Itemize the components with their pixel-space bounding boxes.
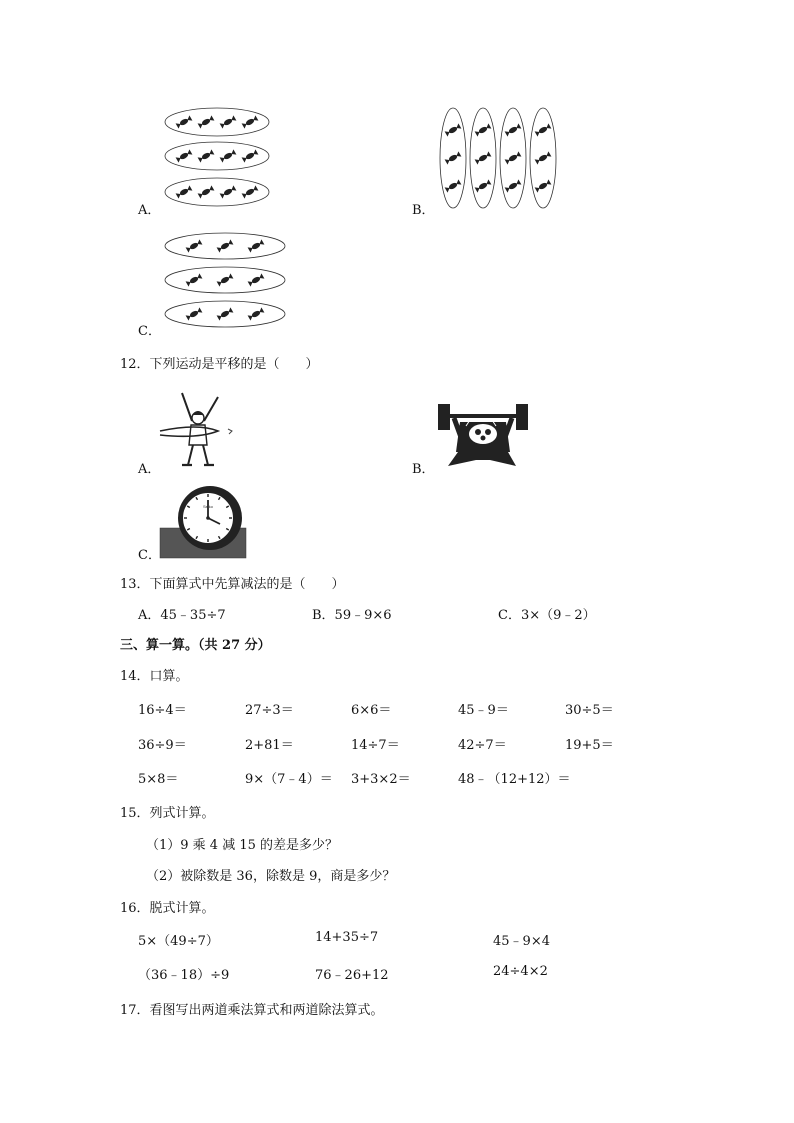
section-3-heading: 三、算一算。（共 27 分） (120, 638, 271, 653)
candy-icon (198, 115, 215, 128)
candy-icon (445, 123, 462, 136)
mental-calc-item: 9×（7﹣4）＝ (245, 772, 333, 787)
candy-grouping-b-figure (436, 106, 560, 214)
mental-calc-item: 14÷7＝ (351, 738, 400, 753)
mental-calc-item: 45﹣9＝ (458, 703, 509, 718)
candy-icon (220, 185, 237, 198)
candy-icon (505, 179, 522, 192)
candy-icon (220, 149, 237, 162)
option-a-label: A． (138, 462, 161, 477)
candy-icon (220, 115, 237, 128)
mental-calc-item: 42÷7＝ (458, 738, 507, 753)
weightlifter-illustration (436, 400, 530, 470)
candy-icons (176, 115, 259, 198)
candy-icons (186, 239, 265, 320)
candy-icon (186, 273, 203, 286)
stepwise-calc-item: 76﹣26+12 (315, 968, 389, 983)
candy-icon (505, 123, 522, 136)
candy-icon (217, 273, 234, 286)
candy-icon (176, 115, 193, 128)
q16-prompt: 16．脱式计算。 (120, 901, 215, 916)
stepwise-calc-item: 5×（49÷7） (138, 934, 219, 949)
candy-icon (198, 185, 215, 198)
mental-calc-item: 16÷4＝ (138, 703, 187, 718)
mental-calc-item: 30÷5＝ (565, 703, 614, 718)
candy-icon (535, 123, 552, 136)
mental-calc-item: 3+3×2＝ (351, 772, 411, 787)
stepwise-calc-item: 24÷4×2 (493, 964, 548, 979)
candy-icons (445, 123, 552, 192)
mental-calc-item: 27÷3＝ (245, 703, 294, 718)
option-c-label: C． (138, 548, 161, 563)
candy-icon (248, 239, 265, 252)
option-b-label: B． (412, 462, 435, 477)
q15-prompt: 15．列式计算。 (120, 806, 215, 821)
clock-brand-label: Seiko (202, 504, 214, 509)
q15-item-1: （1）9 乘 4 减 15 的差是多少？ (146, 838, 339, 853)
hula-hoop-girl-illustration (158, 385, 240, 470)
mental-calc-item: 2+81＝ (245, 738, 294, 753)
mental-calc-item: 6×6＝ (351, 703, 392, 718)
stepwise-calc-item: 45﹣9×4 (493, 934, 550, 949)
candy-icon (475, 151, 492, 164)
option-b-label: B． (412, 203, 435, 218)
candy-icon (535, 151, 552, 164)
q15-item-2: （2）被除数是 36，除数是 9，商是多少？ (146, 869, 396, 884)
stepwise-calc-item: （36﹣18）÷9 (138, 968, 230, 983)
mental-calc-item: 48﹣（12+12）＝ (458, 772, 571, 787)
q17-prompt: 17．看图写出两道乘法算式和两道除法算式。 (120, 1003, 384, 1018)
candy-icon (248, 307, 265, 320)
q13-option-b: B．59﹣9×6 (312, 608, 392, 623)
option-a-label: A． (138, 203, 161, 218)
candy-icon (248, 273, 265, 286)
mental-calc-item: 5×8＝ (138, 772, 179, 787)
candy-icon (505, 151, 522, 164)
candy-icon (217, 239, 234, 252)
option-c-label: C． (138, 324, 161, 339)
candy-icon (242, 149, 259, 162)
candy-grouping-c-figure (160, 230, 290, 332)
q13-option-c: C．3×（9﹣2） (498, 608, 596, 623)
candy-icon (445, 151, 462, 164)
candy-grouping-a-figure (160, 100, 275, 215)
q14-prompt: 14．口算。 (120, 669, 189, 684)
mental-calc-item: 19+5＝ (565, 738, 614, 753)
stepwise-calc-item: 14+35÷7 (315, 930, 379, 945)
candy-icon (176, 149, 193, 162)
mental-calc-item: 36÷9＝ (138, 738, 187, 753)
candy-icon (242, 185, 259, 198)
candy-icon (475, 179, 492, 192)
candy-icon (535, 179, 552, 192)
candy-icon (186, 307, 203, 320)
rolling-clock-illustration (160, 484, 246, 558)
candy-icon (186, 239, 203, 252)
candy-icon (176, 185, 193, 198)
candy-icon (445, 179, 462, 192)
q13-prompt: 13．下面算式中先算减法的是（ ） (120, 577, 345, 592)
candy-icon (242, 115, 259, 128)
candy-icon (475, 123, 492, 136)
q12-prompt: 12．下列运动是平移的是（ ） (120, 357, 319, 372)
q13-option-a: A．45﹣35÷7 (138, 608, 226, 623)
candy-icon (198, 149, 215, 162)
candy-icon (217, 307, 234, 320)
